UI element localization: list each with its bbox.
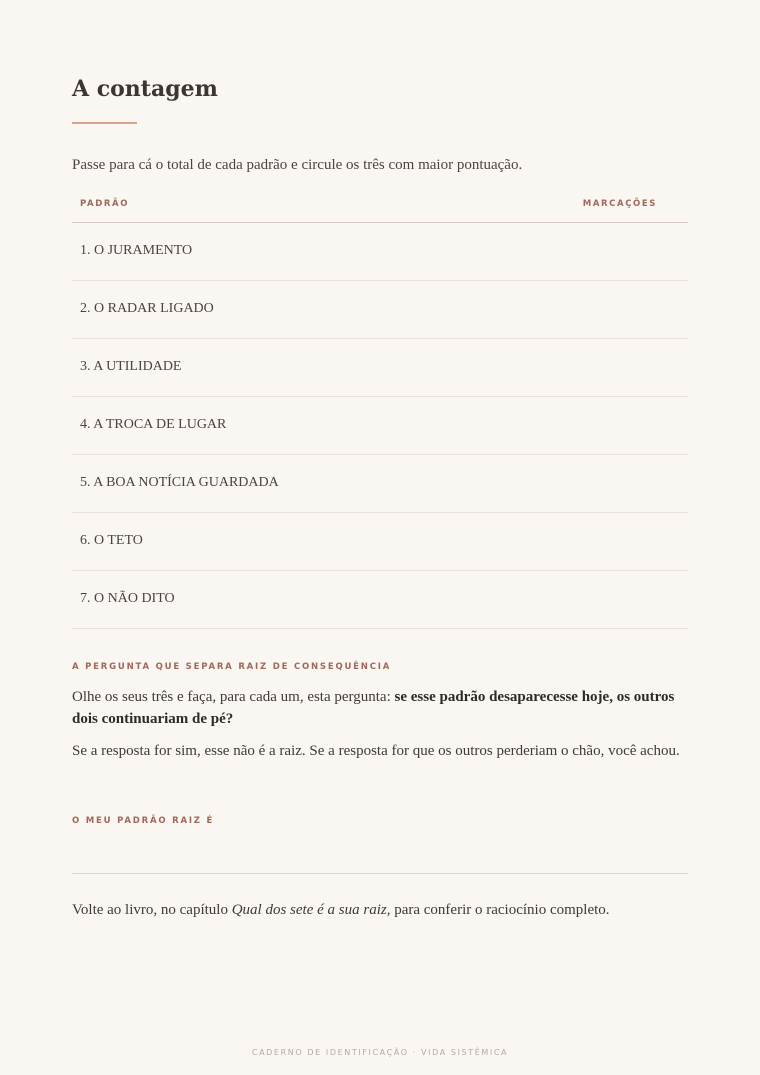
closing-text-lead: Volte ao livro, no capítulo [72,902,232,918]
table-row [72,513,688,571]
answer-line [72,873,688,874]
marks-cell[interactable] [568,455,688,512]
question-text-bold: se esse padrão desaparecesse hoje, os outros dois continuariam de pé? [72,689,675,727]
marks-cell[interactable] [568,397,688,454]
table-row [72,339,688,397]
closing-text [72,899,688,921]
question-text-lead: Olhe os seus três e faça, para cada um, esta pergunta: [72,689,395,705]
pattern-label: 7. O NÃO DITO [80,591,175,606]
question-followup: Se a resposta for sim, esse não é a raiz. Se a resposta for que os outros perderiam o chão, você achou. [72,743,680,759]
question-text [72,686,688,730]
page-footer: CADERNO DE IDENTIFICAÇÃO · VIDA SISTÊMICA [251,1048,509,1057]
marks-cell[interactable] [568,571,688,628]
table-header [72,192,688,223]
question-heading: A PERGUNTA QUE SEPARA RAIZ DE CONSEQUÊNCIA [72,662,392,672]
column-header-marks: MARCAÇÕES [582,199,657,209]
title-underline [72,122,137,124]
root-pattern-heading: O MEU PADRÃO RAIZ É [72,816,215,826]
intro-text: Passe para cá o total de cada padrão e circule os três com maior pontuação. [72,157,523,173]
pattern-label: 4. A TROCA DE LUGAR [80,417,227,432]
chapter-title: Qual dos sete é a sua raiz [231,902,387,918]
table-row [72,397,688,455]
marks-cell[interactable] [568,339,688,396]
pattern-label: 3. A UTILIDADE [80,359,182,374]
tally-table [72,192,688,629]
pattern-label: 2. O RADAR LIGADO [80,301,214,316]
marks-cell[interactable] [568,223,688,280]
table-row [72,223,688,281]
pattern-label: 1. O JURAMENTO [80,243,193,258]
column-header-pattern: PADRÃO [80,199,130,209]
page-title: A contagem [72,76,218,102]
marks-cell[interactable] [568,513,688,570]
root-pattern-answer[interactable] [72,840,688,870]
closing-text-tail: , para conferir o raciocínio completo. [386,902,610,918]
table-row [72,571,688,629]
table-row [72,281,688,339]
table-row [72,455,688,513]
marks-cell[interactable] [568,281,688,338]
pattern-label: 6. O TETO [80,533,143,548]
pattern-label: 5. A BOA NOTÍCIA GUARDADA [80,475,279,490]
